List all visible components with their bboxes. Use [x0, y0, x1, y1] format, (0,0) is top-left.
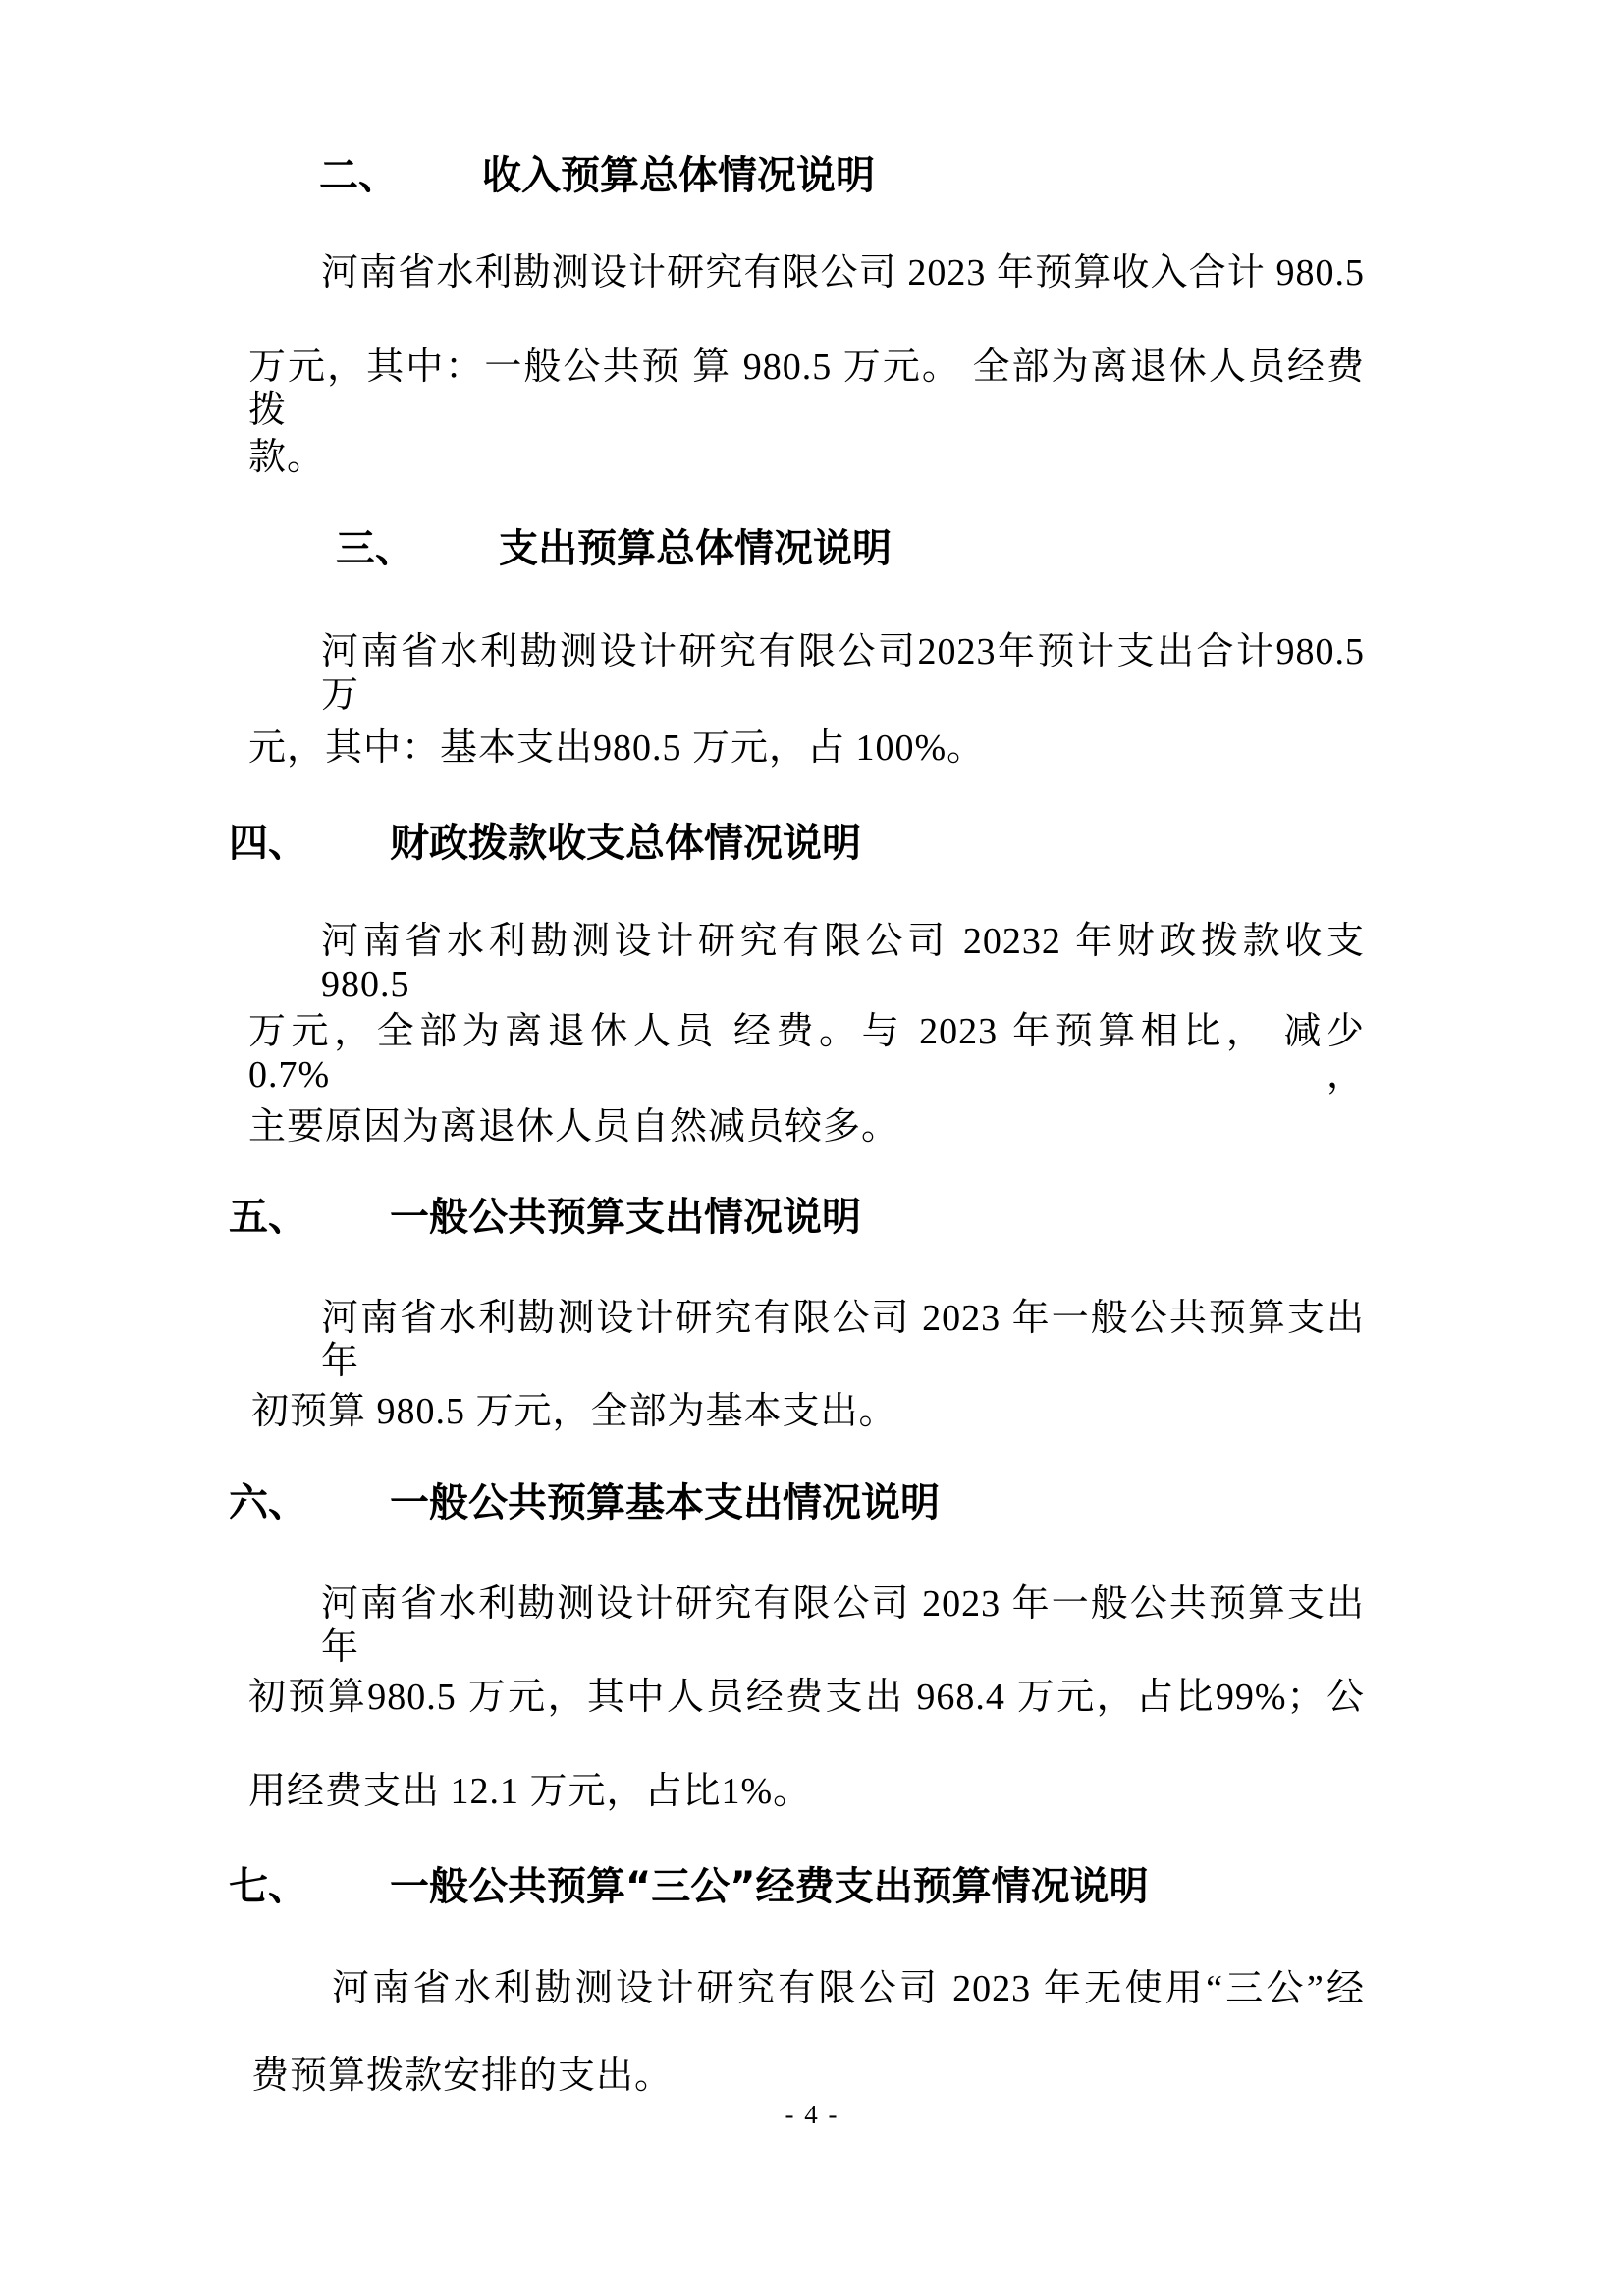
section-2-number: 二、 [319, 153, 398, 198]
section-6-number: 六、 [229, 1480, 307, 1525]
paragraph-line: 主要原因为离退休人员自然减员较多。 [248, 1106, 900, 1148]
section-7-title: 一般公共预算“三公”经费支出预算情况说明 [390, 1864, 1149, 1909]
section-7-number: 七、 [229, 1864, 307, 1909]
section-5-number: 五、 [229, 1195, 307, 1240]
section-7-heading [229, 1865, 1149, 1908]
page-number: - 4 - [785, 2100, 839, 2129]
section-6-title: 一般公共预算基本支出情况说明 [390, 1480, 940, 1525]
section-2-title: 收入预算总体情况说明 [482, 153, 875, 198]
section-5-title: 一般公共预算支出情况说明 [390, 1195, 861, 1240]
section-3-number: 三、 [336, 526, 414, 571]
paragraph-line: 用经费支出 12.1 万元，占比1%。 [248, 1771, 812, 1812]
paragraph-line: 元，其中：基本支出980.5 万元，占 100%。 [248, 727, 986, 769]
paragraph-line: 河南省水利勘测设计研究有限公司 2023 年一般公共预算支出年 [321, 1298, 1365, 1383]
paragraph-line: 河南省水利勘测设计研究有限公司 2023 年无使用“三公”经 [332, 1968, 1365, 2009]
section-5-heading [229, 1196, 861, 1239]
paragraph-line: 费预算拨款安排的支出。 [251, 2056, 674, 2097]
paragraph-line: 款。 [248, 437, 326, 478]
paragraph-line: 万元，全部为离退休人员 经费。与 2023 年预算相比， 减少 0.7%， [248, 1011, 1365, 1096]
section-3-heading [336, 527, 892, 570]
section-4-title: 财政拨款收支总体情况说明 [390, 821, 861, 866]
paragraph-line: 河南省水利勘测设计研究有限公司 20232 年财政拨款收支 980.5 [321, 921, 1365, 1006]
paragraph-line: 万元，其中：一般公共预 算 980.5 万元。 全部为离退休人员经费拨 [248, 347, 1365, 432]
paragraph-line: 初预算980.5 万元，其中人员经费支出 968.4 万元，占比99%；公 [248, 1677, 1365, 1718]
paragraph-line: 初预算 980.5 万元，全部为基本支出。 [251, 1391, 897, 1432]
section-2-heading [319, 154, 875, 197]
section-4-heading [229, 822, 861, 865]
section-3-title: 支出预算总体情况说明 [499, 526, 892, 571]
section-4-number: 四、 [229, 821, 307, 866]
section-6-heading [229, 1481, 940, 1524]
paragraph-line: 河南省水利勘测设计研究有限公司2023年预计支出合计980.5 万 [321, 631, 1365, 717]
paragraph-line: 河南省水利勘测设计研究有限公司 2023 年一般公共预算支出年 [321, 1583, 1365, 1669]
paragraph-line: 河南省水利勘测设计研究有限公司 2023 年预算收入合计 980.5 [321, 252, 1365, 294]
